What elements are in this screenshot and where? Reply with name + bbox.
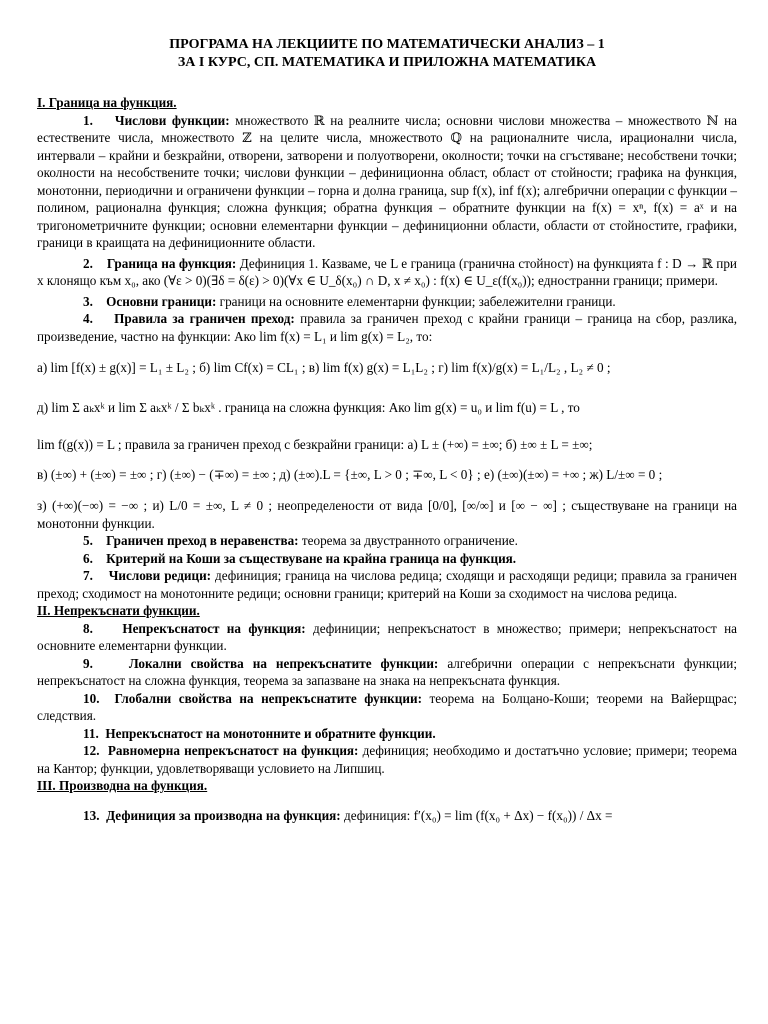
item-4 bbox=[37, 310, 737, 345]
item-8 bbox=[37, 620, 737, 655]
item-12-heading: 12. Равномерна непрекъснатост на функция: bbox=[83, 743, 359, 758]
item-5-heading: 5. Граничен преход в неравенства: bbox=[83, 533, 299, 548]
item-5-text: теорема за двустранното ограничение. bbox=[298, 533, 518, 548]
item-13 bbox=[37, 807, 737, 825]
item-11 bbox=[37, 725, 737, 743]
item-2 bbox=[37, 255, 737, 290]
item-10-text: теорема на Болцано-Коши; теореми на Вайерщрас; следствия. bbox=[37, 690, 737, 723]
item-4-heading: 4. Правила за граничен преход: bbox=[83, 311, 295, 326]
item-7-heading: 7. Числови редици: bbox=[83, 568, 212, 583]
item-7-text: дефиниция; граница на числова редица; сходящи и расходящи редици; правила за граничен преход; сходимост на монотонните редици; основни граници; критерий на Коши за сходимост на числова редица. bbox=[37, 568, 737, 601]
item-1-heading: 1. Числови функции: bbox=[83, 112, 230, 128]
limit-rules-infinite-3: з) (+∞)(−∞) = −∞ ; и) L/0 = ±∞, L ≠ 0 ; неопределености от вида [0/0], [∞/∞] и [∞ − ∞] ; съществуване на граници на монотонни функции. bbox=[37, 498, 737, 531]
limit-rules-finite: а) lim [f(x) ± g(x)] = L₁ ± L₂ ; б) lim Cf(x) = CL₁ ; в) lim f(x) g(x) = L₁L₂ ; г) lim f(x)/g(x) = L₁/L₂ , L₂ ≠ 0 ; bbox=[37, 360, 611, 375]
item-11-heading: 11. Непрекъснатост на монотонните и обратните функции. bbox=[83, 725, 436, 741]
item-10-heading: 10. Глобални свойства на непрекъснатите функции: bbox=[83, 690, 422, 706]
item-3-heading: 3. Основни граници: bbox=[83, 293, 217, 309]
section-heading-2: II. Непрекъснати функции. bbox=[37, 603, 200, 618]
item-2-text: Дефиниция 1. Казваме, че L е граница (гранична стойност) на функцията f : D → ℝ при x клонящо към x₀, ако (∀ε > 0)(∃δ = δ(ε) > 0)(∀x ∈ U_δ(x₀) ∩ D, x ≠ x₀) : f(x) ∈ U_ε(f(x₀)); едностранни граници; примери. bbox=[37, 255, 737, 288]
document-page bbox=[37, 36, 737, 824]
item-6 bbox=[37, 550, 737, 568]
item-12-text: дефиниция; необходимо и достатъчно условие; примери; теорема на Кантор; функции, удовлетворяващи условието на Липшиц. bbox=[37, 743, 738, 776]
section-heading-3: III. Производна на функция. bbox=[37, 778, 208, 793]
item-13-heading: 13. Дефиниция за производна на функция: bbox=[83, 807, 341, 823]
item-12 bbox=[37, 742, 737, 777]
title-line-1: ПРОГРАМА НА ЛЕКЦИИТЕ ПО МАТЕМАТИЧЕСКИ АНАЛИЗ – 1 bbox=[169, 37, 605, 52]
item-7 bbox=[37, 567, 737, 602]
document-title bbox=[37, 36, 737, 72]
item-9 bbox=[37, 655, 737, 690]
item-6-heading: 6. Критерий на Коши за съществуване на крайна граница на функция. bbox=[83, 550, 517, 566]
item-9-text: алгебрични операции с непрекъснати функции; непрекъснатост на сложна функция, теорема за запазване на знака на непрекъсната функция. bbox=[37, 655, 737, 688]
item-13-text: дефиниция: f′(x₀) = lim (f(x₀ + Δx) − f(x₀)) / Δx = bbox=[340, 807, 613, 823]
limit-rules-polynomial: д) lim Σ aₖxᵏ и lim Σ aₖxᵏ / Σ bₖxᵏ . граница на сложна функция: Ако lim g(x) = u₀ и lim f(u) = L , то bbox=[37, 399, 580, 415]
item-1-text: множеството ℝ на реалните числа; основни числови множества – множеството ℕ на естествените числа, множеството ℤ на целите числа, множеството ℚ на рационалните числа, ирационални числа, интервали – крайни и безкрайни, отворени, затворени и полуотворени, околности; точки на сгъстяване; несобствени точки; околности на несобствените точки; числови функции – дефиниционна област, област от стойности; графика на функция, монотонни, периодични и ограничени функции – горна и долна граница, sup f(x), inf f(x); алгебрични операции с функции – полином, рационална функция; сложна функция; обратна функция – обратните функции на f(x) = xⁿ, f(x) = aˣ и на тригонометричните функции; основни елементарни функции – дефиниционни области, области от стойностите, графики, граници в краищата на дефиниционните области. bbox=[37, 112, 737, 250]
title-line-2: ЗА I КУРС, СП. МАТЕМАТИКА И ПРИЛОЖНА МАТЕМАТИКА bbox=[177, 55, 597, 70]
item-8-text: дефиниции; непрекъснатост в множество; примери; непрекъснатост на основните елементарни функции. bbox=[37, 620, 737, 653]
item-1 bbox=[37, 112, 737, 252]
item-5 bbox=[37, 532, 737, 550]
limit-rules-infinite-1: lim f(g(x)) = L ; правила за граничен преход с безкрайни граници: а) L ± (+∞) = ±∞; б) ±∞ ± L = ±∞; bbox=[37, 437, 593, 452]
item-9-heading: 9. Локални свойства на непрекъснатите функции: bbox=[83, 655, 439, 671]
item-4-text: правила за граничен преход с крайни граници – граница на сбор, разлика, произведение, частно на функции: Ако lim f(x) = L₁ и lim g(x) = L₂, то: bbox=[37, 311, 737, 344]
section-heading-1: I. Граница на функция. bbox=[37, 95, 177, 110]
item-8-heading: 8. Непрекъснатост на функция: bbox=[83, 620, 306, 636]
item-2-heading: 2. Граница на функция: bbox=[83, 255, 237, 271]
item-10 bbox=[37, 690, 737, 725]
item-3 bbox=[37, 293, 737, 311]
limit-rules-infinite-2: в) (±∞) + (±∞) = ±∞ ; г) (±∞) − (∓∞) = ±∞ ; д) (±∞).L = {±∞, L > 0 ; ∓∞, L < 0} ; е) (±∞)(±∞) = +∞ ; ж) L/±∞ = 0 ; bbox=[37, 466, 663, 482]
item-3-text: граници на основните елементарни функции; забележителни граници. bbox=[216, 293, 616, 309]
